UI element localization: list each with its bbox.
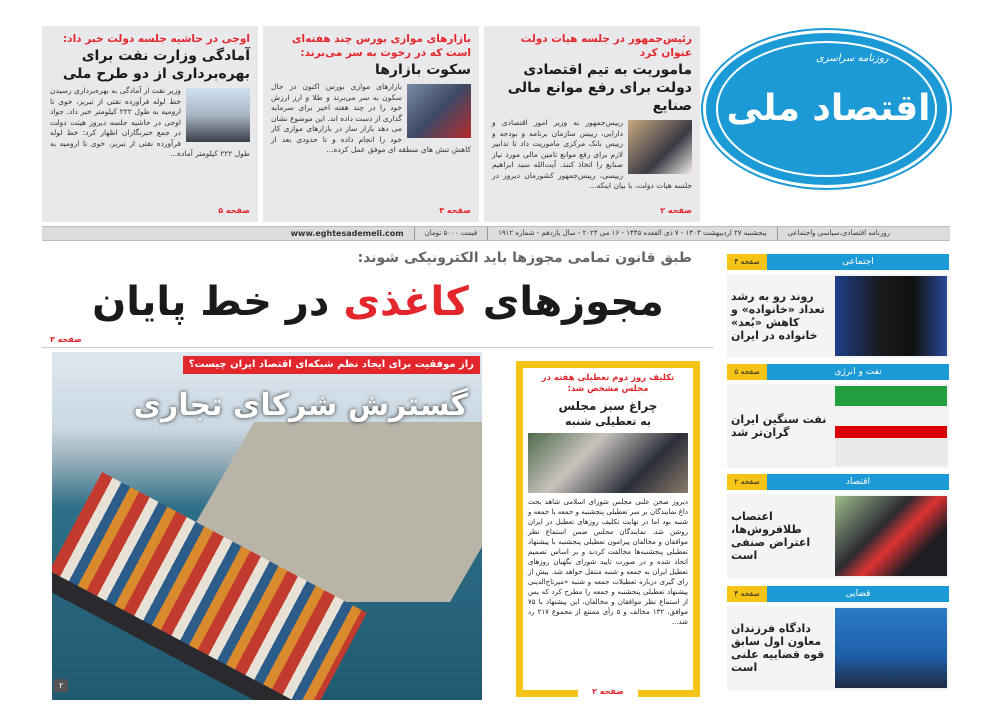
headline-highlight: کاغذی [343, 279, 469, 325]
headline-part: در خط پایان [92, 279, 330, 325]
boxed-subtitle: به تعطیلی شنبه [564, 415, 652, 428]
info-bar [42, 226, 950, 241]
page-ref[interactable]: صفحه ۲ [660, 206, 692, 215]
sidebar-judicial[interactable] [727, 586, 949, 690]
story-photo [628, 120, 692, 174]
issue-date: پنجشنبه ۲۷ اردیبهشت ۱۴۰۳ - ۷ ذی القعده ۱۴۴۵ - ۱۶ می ۲۰۲۴ - سال یازدهم - شماره ۱۹۱۲ [487, 227, 777, 240]
page-ref[interactable]: صفحه ۵ [727, 364, 767, 380]
story-title[interactable]: اعتصاب طلافروش‌ها، اعتراض صنفی است [731, 510, 811, 562]
boxed-body: دیروز صحن علنی مجلس شورای اسلامی شاهد بحث داغ نمایندگان بر سر تعطیلی پنجشنبه و جمعه یا جمعه و شنبه بود اما در نهایت تکلیف روزهای تعطیل در ایران روشن شد. نمایندگان مجلس ضمن استماع نظر موافقان و مخالفان پیرامون تعطیلی پنجشنبه با پیشنهاد تعطیلی پنجشنبه‌ها مخالفت کردند و بر اساس تصمیم اتخاذ شده و در صورت تایید شورای نگهبان روزهای تعطیل ایران به جمعه و شنبه منتقل خواهد شد. پیش از رای گیری درباره تعطیلات جمعه و شنبه «میرتاج‌الدینی پیشنهاد تعطیلی پنجشنبه و جمعه را مطرح کرد که پس از استماع نظر موافقان و مخالفان، این پیشنهاد با ۷۵ موافق، ۱۳۲ مخالف و ۵ رأی ممتنع از مجموع ۲۱۷ رد شد... [528, 498, 688, 626]
story-photo [835, 386, 947, 466]
top-story-markets[interactable] [263, 26, 479, 222]
story-photo [186, 88, 250, 142]
page-ref[interactable]: صفحه ۵ [218, 206, 250, 215]
page-ref[interactable]: صفحه ۴ [727, 254, 767, 270]
story-body: رییس‌جمهور به وزیر امور اقتصادی و دارایی، رییس سازمان برنامه و بودجه و رییس بانک مرکزی ماموریت داد تا تدابیر لازم برای رفع موانع تامین مالی مورد نیاز صنایع را اتخاذ کنند. آیت‌الله سید ابراهیم رییسی، رییس‌جمهور کشورمان دیروز در جلسه هیات دولت، با بیان اینکه... [492, 118, 692, 190]
section-label: قضایی [845, 589, 871, 599]
boxed-title[interactable]: چراغ سبز مجلس [558, 399, 658, 413]
paper-type: روزنامه اقتصادی،سیاسی واجتماعی [777, 227, 950, 240]
story-title[interactable]: آمادگی وزارت نفت برای بهره‌برداری از دو طرح ملی [62, 48, 250, 82]
masthead-logo[interactable] [703, 30, 950, 188]
boxed-story[interactable] [516, 361, 700, 697]
photo-title: گسترش شرکای تجاری [133, 388, 468, 423]
website-link[interactable]: www.eghtesademeli.com [290, 229, 404, 238]
page-ref[interactable]: صفحه ۲ [727, 474, 767, 490]
photo-badge: ۲ [54, 679, 68, 692]
top-story-government[interactable] [484, 26, 700, 222]
masthead-tagline: روزنامه سراسری [816, 53, 889, 64]
story-body: وزیر نفت از آمادگی به بهره‌برداری رسیدن خط لوله فرآورده نفتی از تبریز، خوی تا ارومیه به طول ۲۲۲ کیلومتر خبر داد. جواد اوجی در حاشیه جلسه دیروز هیئت دولت در جمع خبرنگاران اظهار کرد: خط لوله فرآورده نفتی از تبریز، خوی تا ارومیه به طول ۲۲۲ کیلومتر آماده... [50, 86, 250, 158]
photo-story[interactable] [52, 352, 482, 700]
top-story-oil[interactable] [42, 26, 258, 222]
story-title[interactable]: روند رو به رشد تعداد «خانواده» و کاهش «بُعد» خانواده در ایران [731, 290, 825, 342]
lead-kicker: طبق قانون تمامی مجوزها باید الکترونیکی شوند: [357, 250, 692, 266]
lead-page-ref[interactable]: صفحه ۳ [50, 335, 82, 344]
story-kicker: اوجی در حاشیه جلسه دولت خبر داد: [62, 33, 250, 45]
story-kicker: بازارهای موازی بورس چند هفته‌ای است که در رخوت به سر می‌برند: [291, 33, 471, 59]
lead-headline[interactable] [42, 274, 714, 330]
story-photo [407, 84, 471, 138]
price: قیمت ۵۰۰۰ تومان [414, 227, 487, 240]
sidebar-social[interactable] [727, 254, 949, 358]
story-title[interactable]: دادگاه فرزندان معاون اول سابق قوه قضاییه علنی است [731, 622, 825, 674]
story-photo [835, 608, 947, 688]
story-kicker: رئیس‌جمهور در جلسه هیات دولت عنوان کرد [520, 33, 692, 59]
boxed-kicker: تکلیف روز دوم تعطیلی هفته در مجلس مشخص شد: [541, 373, 675, 394]
story-photo [835, 496, 947, 576]
story-title[interactable]: ماموریت به تیم اقتصادی دولت برای رفع موانع مالی صنایع [507, 62, 692, 114]
sidebar-economy[interactable] [727, 474, 949, 578]
section-label: اجتماعی [842, 257, 874, 267]
boxed-photo [528, 433, 688, 493]
story-title[interactable]: سکوت بازارها [374, 62, 471, 78]
story-body: بازارهای موازی بورس اکنون در حال سکون به سر می‌برند و طلا و ارز ارزش خود را در چند هفته اخیر برای سرمایه گذاری از دست داده اند. این موضوع نشان می دهد بازار ساز در بازارهای موازی کار خود را انجام داده و تا حدودی بعد از کاهش تنش های منطقه ای موفق عمل کرده... [271, 82, 471, 154]
story-title[interactable]: نفت سنگین ایران گران‌تر شد [731, 413, 827, 439]
photo-label: راز موفقیت برای ایجاد نظم شبکه‌ای اقتصاد ایران چیست؟ [183, 356, 480, 374]
story-photo [835, 276, 947, 356]
page-ref[interactable]: صفحه ۳ [439, 206, 471, 215]
boxed-page-ref[interactable]: صفحه ۲ [578, 687, 638, 697]
headline-part: مجوزهای [482, 279, 664, 325]
page-ref[interactable]: صفحه ۴ [727, 586, 767, 602]
section-label: اقتصاد [845, 477, 871, 487]
masthead-name: اقتصاد ملی [726, 88, 931, 129]
sidebar-energy[interactable] [727, 364, 949, 468]
section-label: نفت و انرژی [834, 367, 882, 377]
